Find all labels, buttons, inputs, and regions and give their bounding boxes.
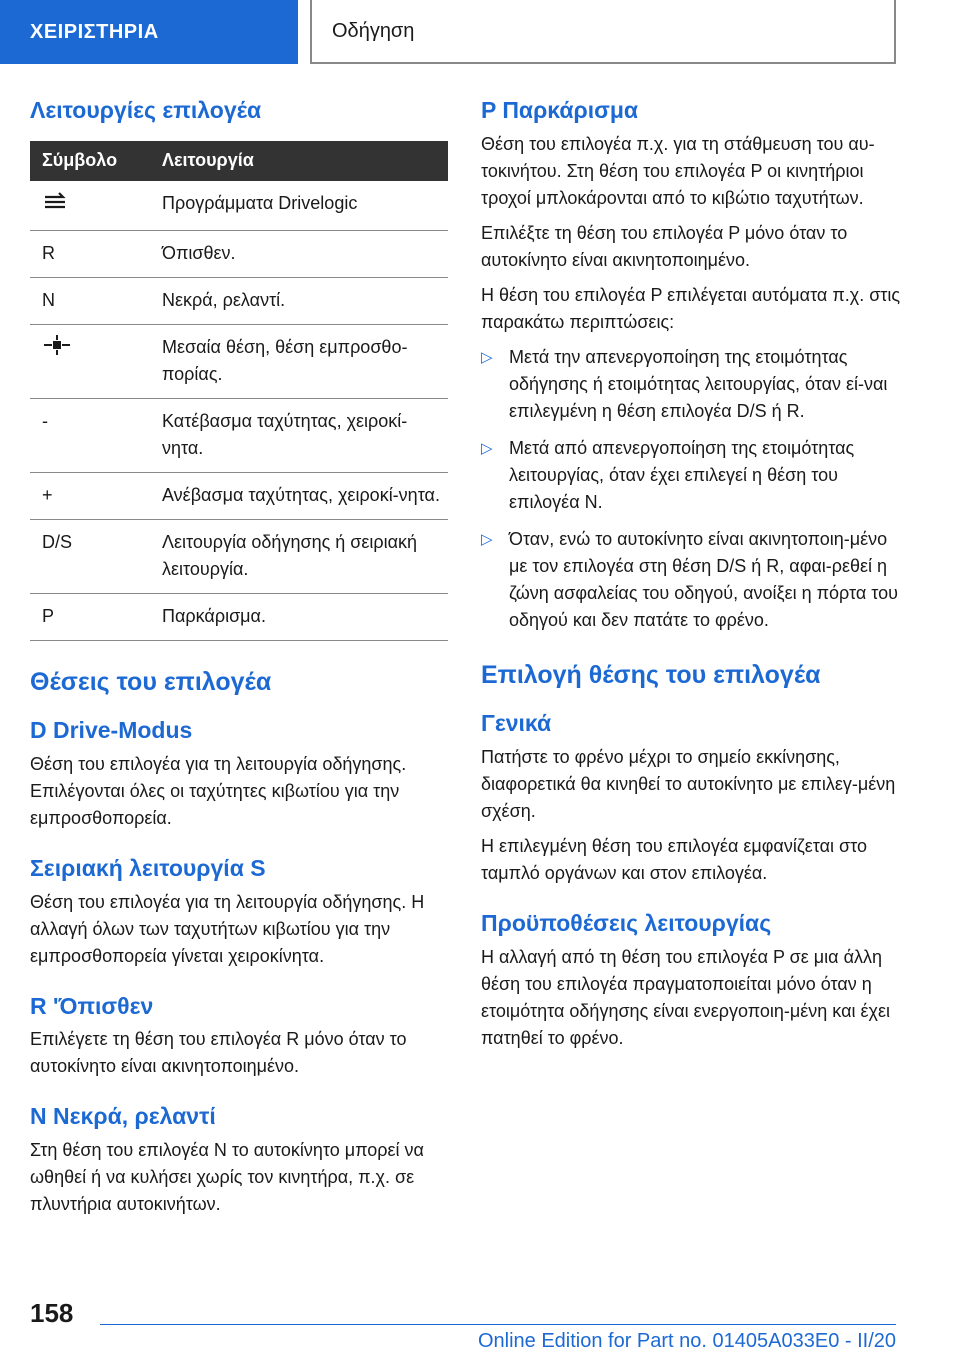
selector-functions-table (30, 141, 448, 641)
neutral-heading: N Νεκρά, ρελαντί (30, 1103, 216, 1130)
table-row (30, 472, 448, 519)
list-item-text: Μετά από απενεργοποίηση της ετοιμότητας λειτουργίας, όταν έχει επιλεγεί η θέση του επιλογέα N. (509, 437, 855, 512)
list-item (481, 344, 901, 425)
table-row (30, 181, 448, 231)
bullet-triangle-icon: ▷ (481, 348, 493, 366)
auto-park-list (481, 344, 901, 634)
table-row (30, 324, 448, 398)
footer-divider (100, 1324, 896, 1325)
list-item (481, 526, 901, 634)
function-cell: Παρκάρισμα. (152, 593, 448, 640)
left-column (30, 96, 448, 1226)
table-row (30, 230, 448, 277)
symbol-cell: + (30, 472, 152, 519)
symbol-cell: - (30, 398, 152, 472)
header-function: Λειτουργία (162, 150, 254, 171)
section-tab: ΧΕΙΡΙΣΤΗΡΙΑ (0, 0, 298, 64)
symbol-cell (30, 324, 152, 398)
drive-mode-text: Θέση του επιλογέα για τη λειτουργία οδήγησης. Επιλέγονται όλες οι ταχύτητες κιβωτίου για την εμπροσθοπορεία. (30, 753, 407, 828)
function-cell: Όπισθεν. (152, 230, 448, 277)
table-row (30, 593, 448, 640)
drivelogic-icon (42, 190, 68, 212)
reverse-heading: R 'Όπισθεν (30, 992, 154, 1019)
table-header-row (30, 141, 448, 181)
sequential-mode-heading: Σειριακή λειτουργία S (30, 854, 266, 881)
right-column (481, 96, 901, 1060)
header-symbol: Σύμβολο (42, 150, 118, 171)
park-text-1: Θέση του επιλογέα π.χ. για τη στάθμευση του αυ-τοκινήτου. Στη θέση του επιλογέα P οι κινητήριοι τροχοί μπλοκάρονται από το κιβώτιο ταχυτήτων. (481, 133, 875, 208)
symbol-cell: N (30, 277, 152, 324)
symbol-cell (30, 181, 152, 231)
neutral-text: Στη θέση του επιλογέα N το αυτοκίνητο μπορεί να ωθηθεί ή να κυλήσει χωρίς τον κινητήρα, π.χ. σε πλυντήρια αυτοκινήτων. (30, 1140, 424, 1214)
table-row (30, 277, 448, 324)
page-number: 158 (30, 1298, 74, 1328)
table-title: Λειτουργίες επιλογέα (30, 97, 262, 123)
general-text-2: Η επιλεγμένη θέση του επιλογέα εμφανίζεται στο ταμπλό οργάνων και στον επιλογέα. (481, 835, 868, 883)
edition-footer: Online Edition for Part no. 01405A033E0 - II/20 (477, 1330, 896, 1352)
function-cell: Μεσαία θέση, θέση εμπροσθο-πορίας. (152, 324, 448, 398)
list-item-text: Μετά την απενεργοποίηση της ετοιμότητας οδήγησης ή ετοιμότητας λειτουργίας, όταν εί-ναι επιλεγμένη η θέση επιλογέα D/S ή R. (509, 346, 888, 421)
park-text-2: Επιλέξτε τη θέση του επιλογέα P μόνο όταν το αυτοκίνητο είναι ακινητοποιημένο. (481, 222, 848, 270)
list-item (481, 435, 901, 516)
reverse-text: Επιλέγετε τη θέση του επιλογέα R μόνο όταν το αυτοκίνητο είναι ακινητοποιημένο. (30, 1029, 407, 1077)
positions-heading: Θέσεις του επιλογέα (30, 667, 272, 696)
function-cell: Προγράμματα Drivelogic (152, 181, 448, 231)
middle-position-icon (42, 334, 72, 356)
select-position-heading: Επιλογή θέσης του επιλογέα (481, 660, 821, 689)
function-cell: Νεκρά, ρελαντί. (152, 277, 448, 324)
general-text-1: Πατήστε το φρένο μέχρι το σημείο εκκίνησης, διαφορετικά θα κινηθεί το αυτοκίνητο με επιλεγ-μένη σχέση. (481, 746, 896, 821)
symbol-cell: P (30, 593, 152, 640)
prerequisites-heading: Προϋποθέσεις λειτουργίας (481, 909, 772, 936)
table-row (30, 519, 448, 593)
prerequisites-text: Η αλλαγή από τη θέση του επιλογέα P σε μια άλλη θέση του επιλογέα πραγματοποιείται μόνο όταν η ετοιμότητα οδήγησης είναι ενεργοποιη-μένη και έχει πατηθεί το φρένο. (481, 946, 890, 1048)
function-cell: Κατέβασμα ταχύτητας, χειροκί-νητα. (152, 398, 448, 472)
sequential-mode-text: Θέση του επιλογέα για τη λειτουργία οδήγησης. Η αλλαγή όλων των ταχυτήτων κιβωτίου για την εμπροσθοπορεία γίνεται χειροκίνητα. (30, 891, 425, 966)
bullet-triangle-icon: ▷ (481, 439, 493, 457)
bullet-triangle-icon: ▷ (481, 530, 493, 548)
symbol-cell: D/S (30, 519, 152, 593)
symbol-cell: R (30, 230, 152, 277)
table-row (30, 398, 448, 472)
list-item-text: Όταν, ενώ το αυτοκίνητο είναι ακινητοποιη-μένο με τον επιλογέα στη θέση D/S ή R, αφαι-ρεθεί η ζώνη ασφαλείας του οδηγού, ανοίξει η πόρτα του οδηγού και δεν πατάτε το φρένο. (509, 528, 899, 630)
park-heading: P Παρκάρισμα (481, 97, 639, 123)
general-heading: Γενικά (481, 710, 552, 736)
function-cell: Ανέβασμα ταχύτητας, χειροκί-νητα. (152, 472, 448, 519)
chapter-title: Οδήγηση (310, 0, 896, 64)
park-text-3: Η θέση του επιλογέα P επιλέγεται αυτόματα π.χ. στις παρακάτω περιπτώσεις: (481, 284, 901, 332)
drive-mode-heading: D Drive-Modus (30, 717, 193, 743)
function-cell: Λειτουργία οδήγησης ή σειριακή λειτουργία. (152, 519, 448, 593)
